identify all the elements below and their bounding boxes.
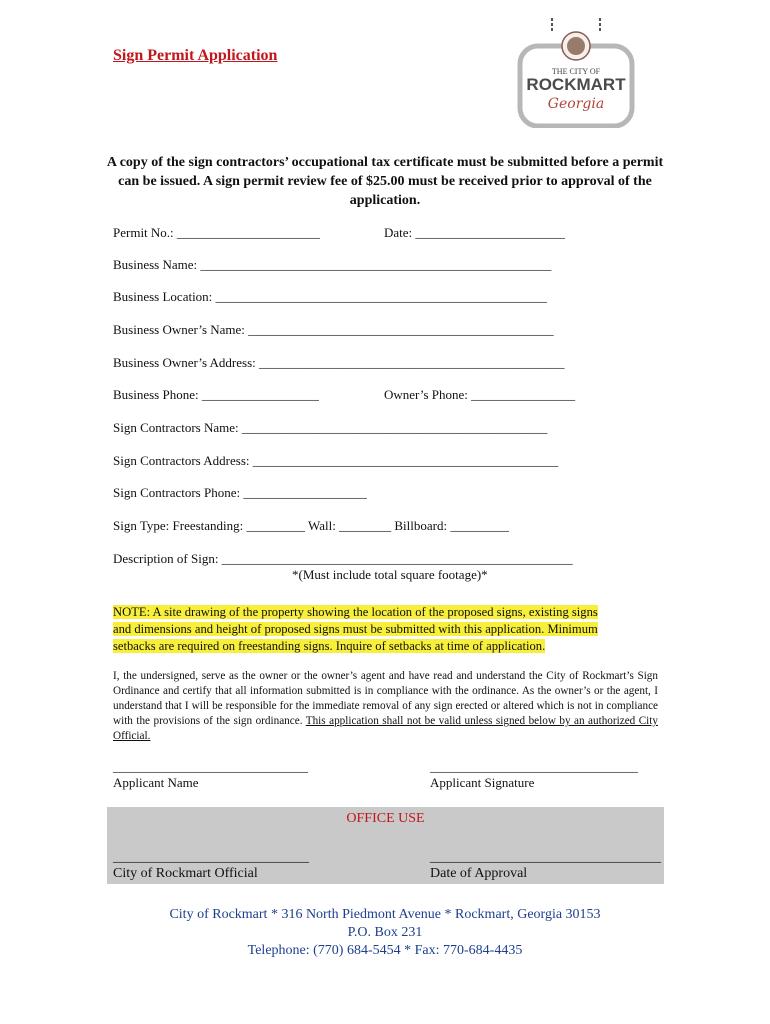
sign-type-field[interactable]: Sign Type: Freestanding: _________ Wall: ________ Billboard: _________ <box>113 518 509 533</box>
official-line[interactable]: ____________________________ <box>113 850 309 865</box>
description-note: *(Must include total square footage)* <box>292 567 488 582</box>
city-logo <box>500 16 652 128</box>
certification-body: I, the undersigned, serve as the owner or the owner’s agent and have read and understand the City of Rockmart’s Sign Ordinance and certify that all information submitted is in compliance with the ordinance. As the owner’s or the agent, I understand that I will be responsible for the immediate removal of any sign erected or altered which is not in compliance with the provisions of the sign ordinance. <box>113 670 658 727</box>
office-use-title: OFFICE USE <box>346 811 425 826</box>
contractor-address-field[interactable]: Sign Contractors Address: _______________________________________________ <box>113 453 559 468</box>
applicant-signature-label: Applicant Signature <box>430 775 535 790</box>
page-title: Sign Permit Application <box>113 47 278 64</box>
contractor-name-field[interactable]: Sign Contractors Name: _______________________________________________ <box>113 420 548 435</box>
note-line-2: and dimensions and height of proposed signs must be submitted with this application. Minimum <box>113 622 598 636</box>
applicant-name-label: Applicant Name <box>113 775 199 790</box>
footer-line-2: P.O. Box 231 <box>347 925 423 940</box>
note-block <box>113 604 658 655</box>
intro-text: A copy of the sign contractors’ occupational tax certificate must be submitted before a permit can be issued. A sign permit review fee of $25.00 must be received prior to approval of the application. <box>106 155 664 208</box>
certification-validity: This application shall not be valid unless signed below by an authorized City Official. <box>113 715 658 742</box>
approval-date-line[interactable]: _________________________________ <box>430 850 661 865</box>
svg-text:THE CITY OF: THE CITY OF <box>551 67 601 76</box>
owner-address-field[interactable]: Business Owner’s Address: _______________________________________________ <box>113 355 565 370</box>
approval-date-label: Date of Approval <box>430 866 528 881</box>
date-field[interactable]: Date: _______________________ <box>384 225 565 240</box>
certification-text <box>113 669 658 744</box>
business-location-field[interactable]: Business Location: ___________________________________________________ <box>113 289 548 304</box>
footer-line-3: Telephone: (770) 684-5454 * Fax: 770-684-4435 <box>247 943 523 958</box>
owner-phone-field[interactable]: Owner’s Phone: ________________ <box>384 387 576 402</box>
business-name-field[interactable]: Business Name: ______________________________________________________ <box>113 257 552 272</box>
svg-text:ROCKMART: ROCKMART <box>526 75 626 94</box>
footer-address <box>60 906 710 960</box>
applicant-signature-line[interactable]: ________________________________ <box>430 759 638 774</box>
note-line-3: setbacks are required on freestanding signs. Inquire of setbacks at time of application. <box>113 639 546 653</box>
footer-line-1: City of Rockmart * 316 North Piedmont Avenue * Rockmart, Georgia 30153 <box>169 907 601 922</box>
permit-no-field[interactable]: Permit No.: ______________________ <box>113 225 320 240</box>
official-label: City of Rockmart Official <box>113 866 258 881</box>
business-phone-field[interactable]: Business Phone: __________________ <box>113 387 319 402</box>
applicant-name-line[interactable]: ______________________________ <box>113 759 308 774</box>
svg-text:Georgia: Georgia <box>547 96 605 112</box>
owner-name-field[interactable]: Business Owner’s Name: _______________________________________________ <box>113 322 554 337</box>
description-field[interactable]: Description of Sign: ______________________________________________________ <box>113 551 573 566</box>
note-line-1: NOTE: A site drawing of the property showing the location of the proposed signs, existing signs <box>113 605 598 619</box>
contractor-phone-field[interactable]: Sign Contractors Phone: ___________________ <box>113 485 367 500</box>
